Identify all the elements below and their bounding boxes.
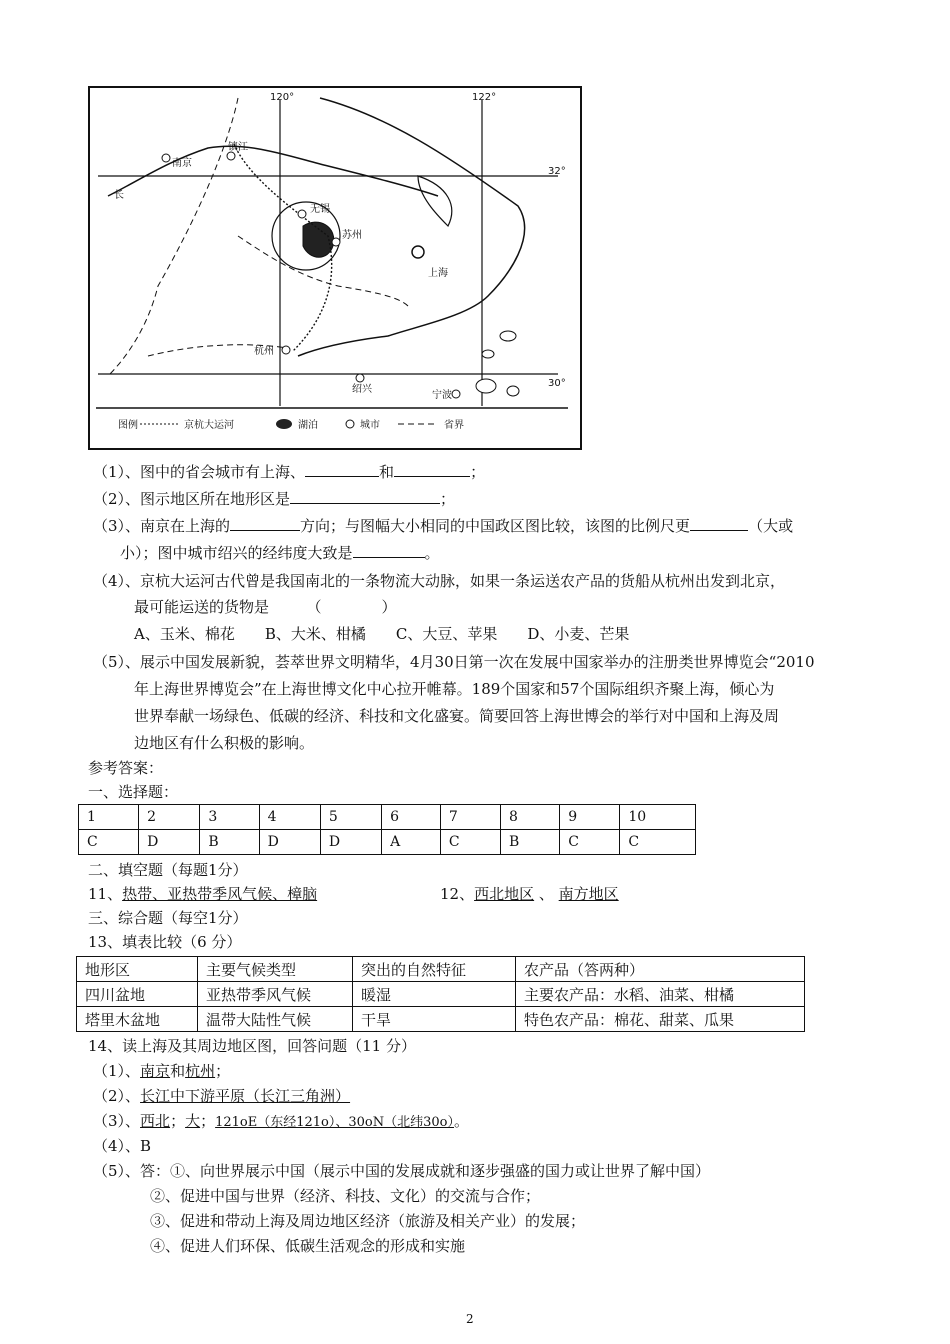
city-label-ningbo: 宁波 bbox=[432, 390, 452, 401]
question-5-line3: 世界奉献一场绿色、低碳的经济、科技和文化盛宴。简要回答上海世博会的举行对中国和上海及周 bbox=[134, 707, 780, 725]
city-label-zhenjiang: 镇江 bbox=[228, 142, 248, 153]
answer-14-4: （4）、B bbox=[93, 1137, 152, 1155]
table-row: 四川盆地 亚热带季风气候 暖湿 主要农产品：水稻、油菜、柑橘 bbox=[77, 982, 805, 1007]
answer-blank bbox=[230, 516, 300, 531]
city-label-nanjing: 南京 bbox=[172, 158, 192, 169]
question-3-line2: 小）；图中城市绍兴的经纬度大致是 。 bbox=[120, 544, 440, 562]
lon-label-120: 120° bbox=[270, 92, 295, 103]
answer-12: 12、西北地区 、 南方地区 bbox=[440, 885, 619, 903]
legend-canal: 京杭大运河 bbox=[184, 420, 234, 431]
answer-14-2: （2）、长江中下游平原（长江三角洲） bbox=[93, 1087, 351, 1105]
answer-blank bbox=[353, 543, 425, 558]
table-header-row: 地形区 主要气候类型 突出的自然特征 农产品（答两种） bbox=[77, 957, 805, 982]
section-fill-title: 二、填空题（每题1分） bbox=[88, 861, 248, 879]
legend-border: 省界 bbox=[444, 420, 464, 431]
question-5-line1: （5）、展示中国发展新貌，荟萃世界文明精华，4月30日第一次在发展中国家举办的注册类世界博览会“2010 bbox=[93, 653, 815, 671]
lat-label-30: 30° bbox=[548, 378, 566, 389]
answer-14-3: （3）、西北；大；121oE（东经121o）、30oN（北纬30o）。 bbox=[93, 1112, 470, 1130]
answer-blank bbox=[290, 489, 440, 504]
question-3: （3）、南京在上海的 方向；与图幅大小相同的中国政区图比较，该图的比例尺更 （大或 bbox=[93, 517, 794, 535]
city-label-hangzhou: 杭州 bbox=[254, 346, 274, 357]
city-label-suzhou: 苏州 bbox=[342, 230, 362, 241]
answer-blank bbox=[394, 462, 470, 477]
river-label: 长 bbox=[114, 190, 124, 201]
choice-answer-table bbox=[78, 804, 696, 855]
table-row: 1 2 3 4 5 6 7 8 9 10 bbox=[79, 805, 696, 830]
lat-label-32: 32° bbox=[548, 166, 566, 177]
answer-14-5-line1: （5）、答：①、向世界展示中国（展示中国的发展成就和逐步强盛的国力或让世界了解中国） bbox=[93, 1162, 711, 1180]
answer-11: 11、热带、亚热带季风气候、樟脑 bbox=[88, 885, 318, 903]
shanghai-region-map bbox=[88, 86, 582, 450]
answers-title: 参考答案： bbox=[88, 759, 164, 777]
legend-lake: 湖泊 bbox=[298, 420, 318, 431]
question-1: （1）、图中的省会城市有上海、 和 ； bbox=[93, 463, 486, 481]
legend-city: 城市 bbox=[360, 420, 380, 431]
city-label-shaoxing: 绍兴 bbox=[352, 384, 372, 395]
answer-blank bbox=[690, 516, 748, 531]
map-svg bbox=[88, 86, 582, 450]
table-row: C D B D D A C B C C bbox=[79, 830, 696, 855]
answer-14-5-line3: ③、促进和带动上海及周边地区经济（旅游及相关产业）的发展； bbox=[150, 1212, 586, 1230]
answer-14-5-line2: ②、促进中国与世界（经济、科技、文化）的交流与合作； bbox=[150, 1187, 541, 1205]
section-choice-title: 一、选择题： bbox=[88, 783, 179, 801]
answer-13-title: 13、填表比较（6 分） bbox=[88, 933, 242, 951]
question-4-options: A、玉米、棉花 B、大米、柑橘 C、大豆、苹果 D、小麦、芒果 bbox=[134, 625, 630, 643]
city-label-wuxi: 无锡 bbox=[310, 204, 330, 215]
section-comprehensive-title: 三、综合题（每空1分） bbox=[88, 909, 248, 927]
city-label-shanghai: 上海 bbox=[428, 268, 448, 279]
answer-14-title: 14、读上海及其周边地区图，回答问题（11 分） bbox=[88, 1037, 416, 1055]
question-2: （2）、图示地区所在地形区是 ； bbox=[93, 490, 456, 508]
question-4-line1: （4）、京杭大运河古代曾是我国南北的一条物流大动脉，如果一条运送农产品的货船从杭州出发到北京， bbox=[93, 572, 786, 590]
answer-14-5-line4: ④、促进人们环保、低碳生活观念的形成和实施 bbox=[150, 1237, 466, 1255]
question-4-line2: 最可能运送的货物是 （ ） bbox=[134, 598, 397, 616]
answer-14-1: （1）、南京和杭州； bbox=[93, 1062, 231, 1080]
question-5-line4: 边地区有什么积极的影响。 bbox=[134, 734, 315, 752]
comparison-table bbox=[76, 956, 805, 1032]
question-5-line2: 年上海世界博览会”在上海世博文化中心拉开帷幕。189个国家和57个国际组织齐聚上海，倾心为 bbox=[134, 680, 775, 698]
answer-blank bbox=[305, 462, 379, 477]
legend-title: 图例 bbox=[118, 420, 138, 431]
page-number: 2 bbox=[466, 1312, 474, 1326]
lon-label-122: 122° bbox=[472, 92, 497, 103]
table-row: 塔里木盆地 温带大陆性气候 干旱 特色农产品：棉花、甜菜、瓜果 bbox=[77, 1007, 805, 1032]
